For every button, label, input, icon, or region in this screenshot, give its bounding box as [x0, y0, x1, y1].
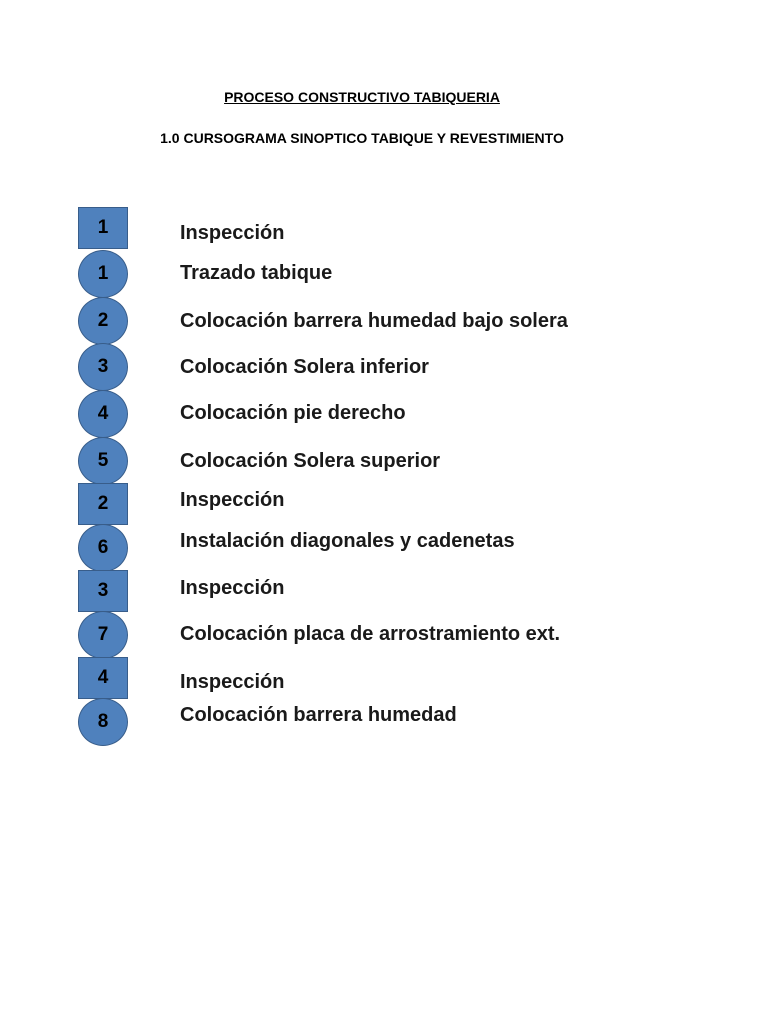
step-label-inspection: Inspección	[180, 577, 285, 599]
operation-circle-marker: 4	[78, 390, 128, 438]
operation-circle-marker: 2	[78, 297, 128, 345]
page-subtitle: 1.0 CURSOGRAMA SINOPTICO TABIQUE Y REVESTIMIENTO	[160, 130, 564, 146]
step-label-operation: Instalación diagonales y cadenetas	[180, 530, 515, 552]
step-label-operation: Colocación pie derecho	[180, 402, 406, 424]
step-label-operation: Colocación barrera humedad	[180, 704, 457, 726]
inspection-square-marker: 2	[78, 483, 128, 525]
operation-circle-marker: 8	[78, 698, 128, 746]
step-label-operation: Colocación barrera humedad bajo solera	[180, 310, 568, 332]
inspection-square-marker: 1	[78, 207, 128, 249]
step-label-operation: Colocación placa de arrostramiento ext.	[180, 623, 561, 645]
operation-circle-marker: 3	[78, 343, 128, 391]
step-label-operation: Colocación Solera inferior	[180, 356, 429, 378]
step-label-inspection: Inspección	[180, 222, 285, 244]
step-label-inspection: Inspección	[180, 671, 285, 693]
operation-circle-marker: 7	[78, 611, 128, 659]
inspection-square-marker: 4	[78, 657, 128, 699]
operation-circle-marker: 1	[78, 250, 128, 298]
operation-circle-marker: 6	[78, 524, 128, 572]
operation-circle-marker: 5	[78, 437, 128, 485]
inspection-square-marker: 3	[78, 570, 128, 612]
page-title: PROCESO CONSTRUCTIVO TABIQUERIA	[224, 89, 500, 105]
step-label-inspection: Inspección	[180, 489, 285, 511]
step-label-operation: Trazado tabique	[180, 262, 333, 284]
step-label-operation: Colocación Solera superior	[180, 450, 441, 472]
